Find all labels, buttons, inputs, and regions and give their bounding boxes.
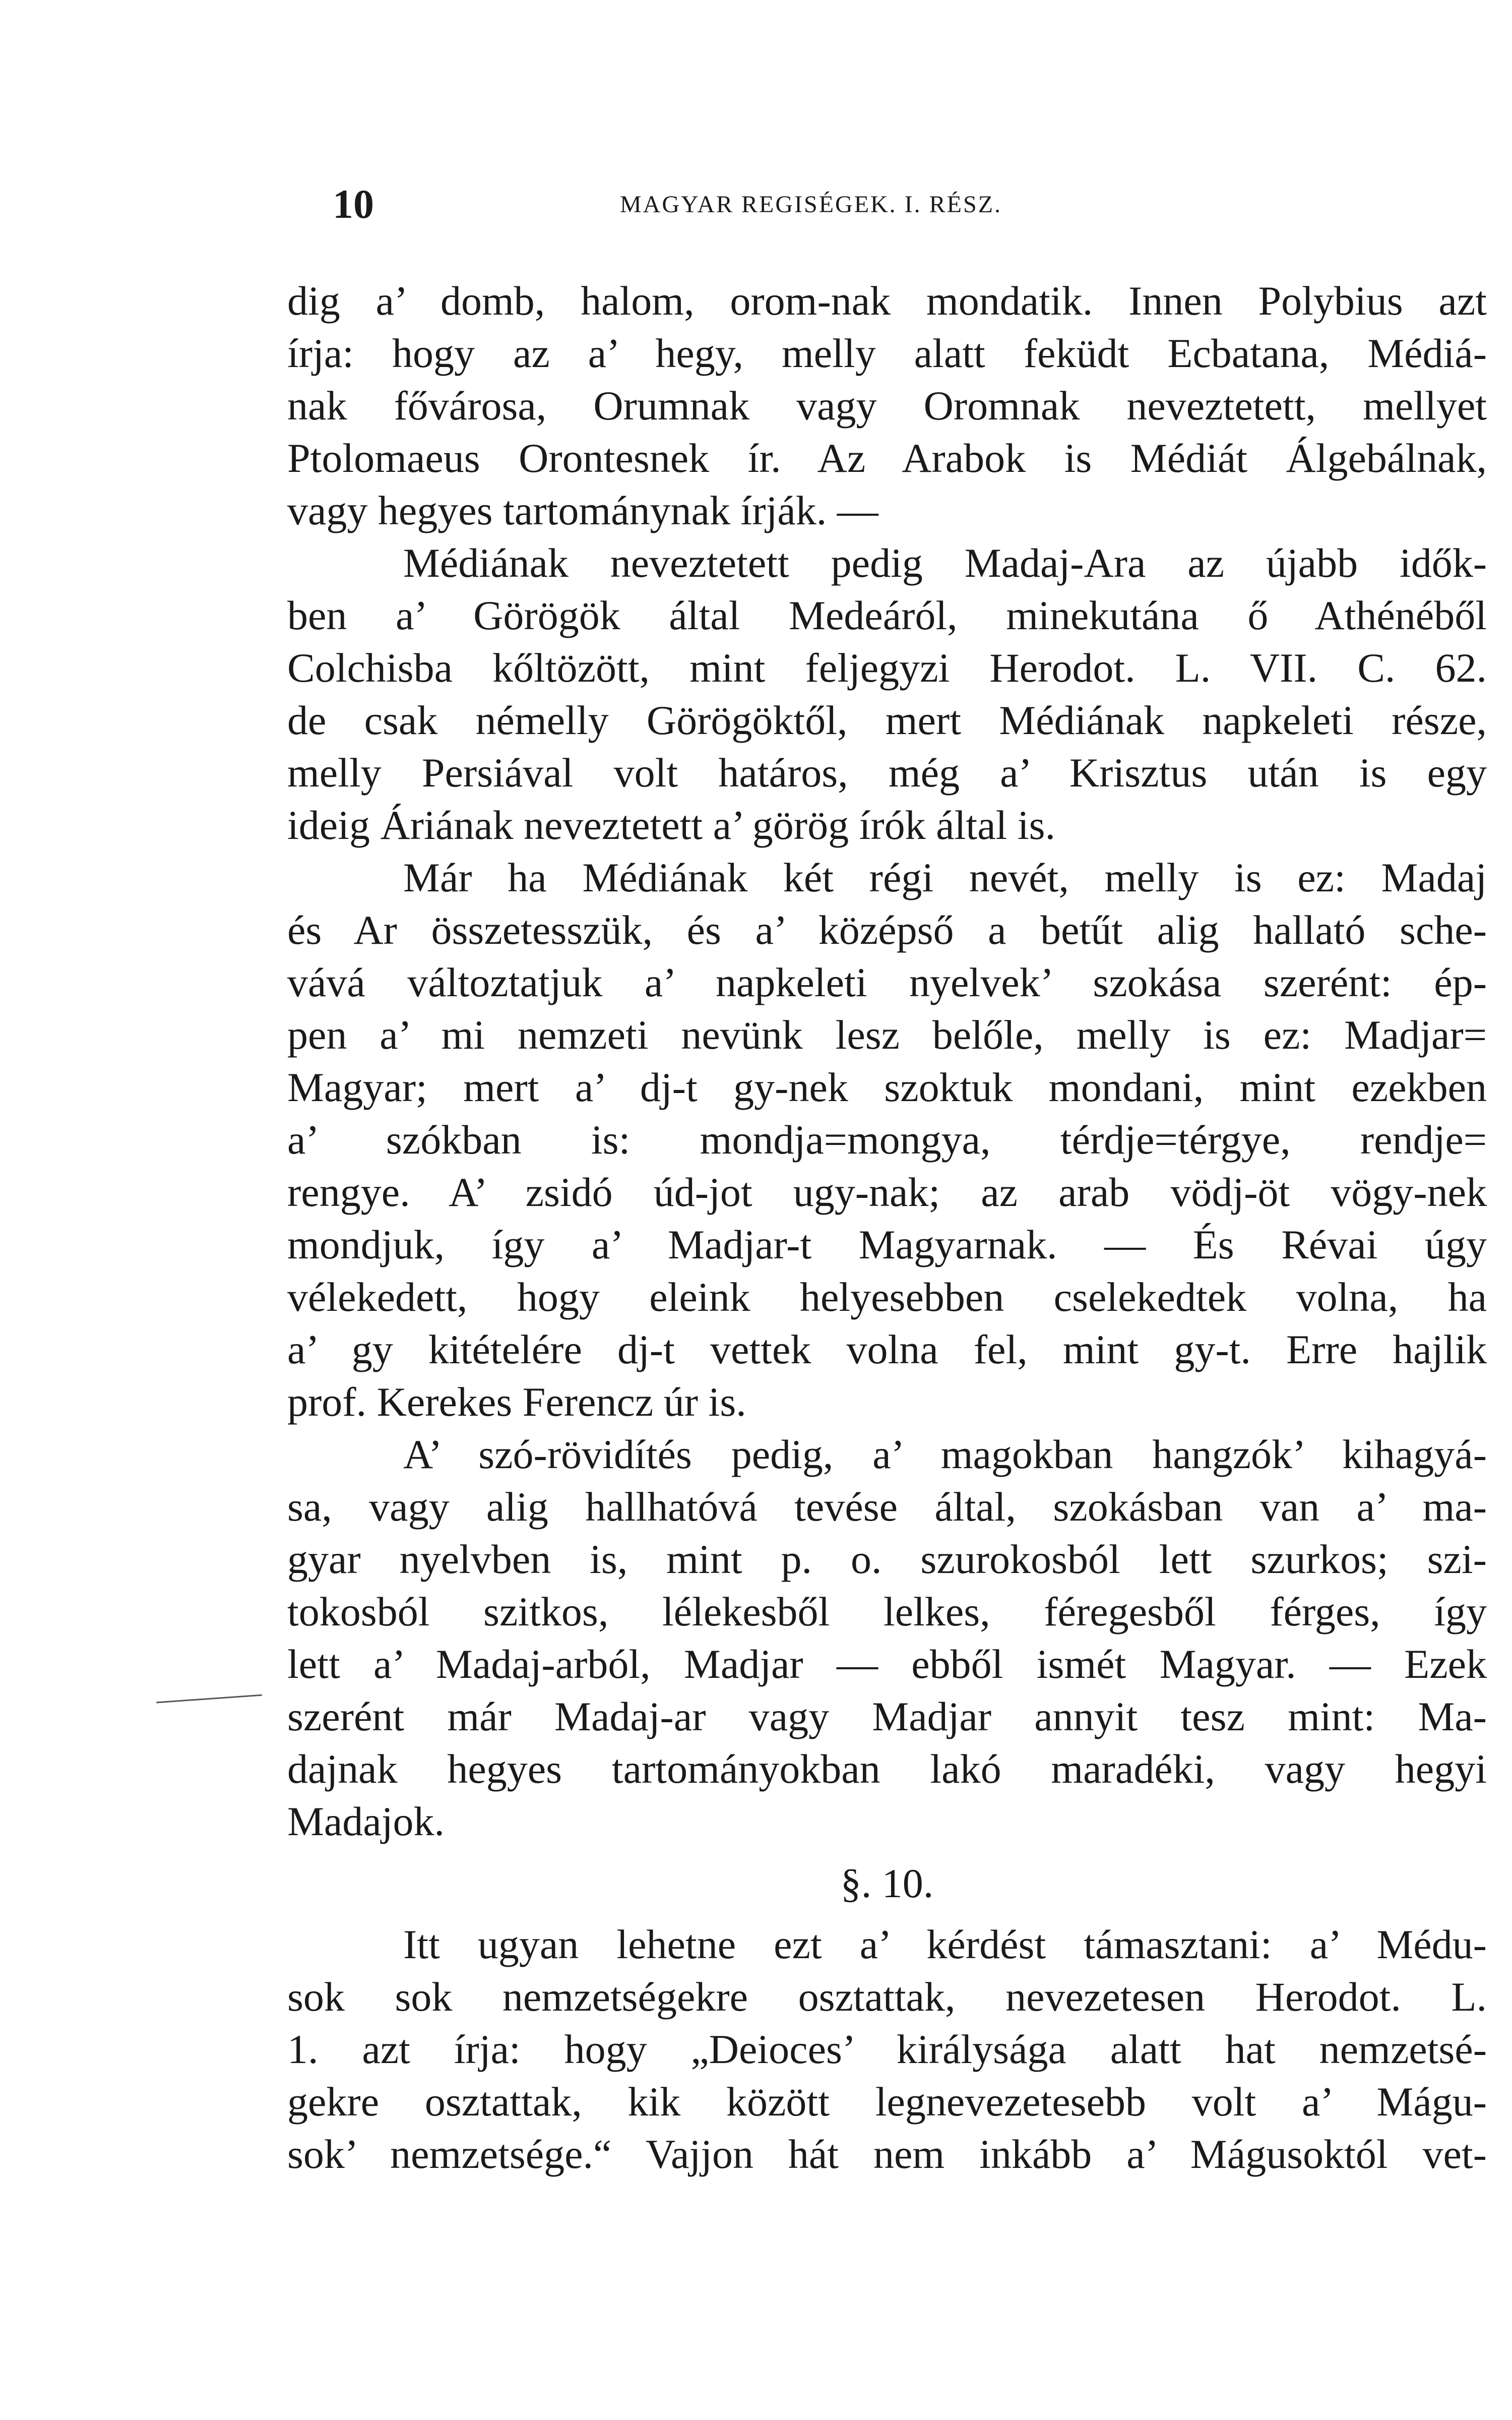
text-line: mondjuk, így a’ Madjar-t Magyarnak. — És Révai úgy xyxy=(287,1222,1487,1267)
paragraph xyxy=(287,537,1487,852)
text-line: Médiának neveztetett pedig Madaj-Ara az újabb idők- xyxy=(403,540,1487,586)
text-line: nak fővárosa, Orumnak vagy Oromnak neveztetett, mellyet xyxy=(287,383,1487,429)
page-number: 10 xyxy=(333,181,374,227)
body-text xyxy=(287,275,1487,2181)
text-line: és Ar összetesszük, és a’ középső a betűt alig hallató sche- xyxy=(287,907,1487,953)
text-line: Magyar; mert a’ dj-t gy-nek szoktuk mondani, mint ezekben xyxy=(287,1064,1487,1110)
text-line: Colchisba kőltözött, mint feljegyzi Herodot. L. VII. C. 62. xyxy=(287,645,1487,691)
text-line: vává változtatjuk a’ napkeleti nyelvek’ szokása szerént: ép- xyxy=(287,959,1487,1005)
text-line: rengye. A’ zsidó úd-jot ugy-nak; az arab vödj-öt vögy-nek xyxy=(287,1169,1487,1215)
text-line: szerént már Madaj-ar vagy Madjar annyit tesz mint: Ma- xyxy=(287,1693,1487,1739)
text-line: A’ szó-rövidítés pedig, a’ magokban hangzók’ kihagyá- xyxy=(403,1431,1487,1477)
paragraph xyxy=(287,1428,1487,1848)
text-line: lett a’ Madaj-arból, Madjar — ebből ismét Magyar. — Ezek xyxy=(287,1641,1487,1687)
running-head xyxy=(333,176,1200,232)
text-line: ben a’ Görögök által Medeáról, minekutána ő Athénéből xyxy=(287,592,1487,638)
section-heading: §. 10. xyxy=(840,1860,934,1906)
text-line: Madajok. xyxy=(287,1798,445,1844)
text-line: sa, vagy alig hallhatóvá tevése által, szokásban van a’ ma- xyxy=(287,1484,1487,1530)
text-line: de csak némelly Görögöktől, mert Médiának napkeleti része, xyxy=(287,697,1487,743)
margin-pen-stroke xyxy=(156,1695,262,1704)
paragraph xyxy=(287,1918,1487,2181)
text-line: vélekedett, hogy eleink helyesebben cselekedtek volna, ha xyxy=(287,1274,1487,1320)
text-line: vagy hegyes tartománynak írják. — xyxy=(287,488,878,533)
text-line: a’ gy kitételére dj-t vettek volna fel, mint gy-t. Erre hajlik xyxy=(287,1326,1487,1372)
running-title: MAGYAR REGISÉGEK. I. RÉSZ. xyxy=(620,191,1002,218)
text-line: sok sok nemzetségekre osztattak, nevezetesen Herodot. L. xyxy=(287,1974,1487,2020)
text-line: Már ha Médiának két régi nevét, melly is ez: Madaj xyxy=(403,855,1487,900)
text-line: írja: hogy az a’ hegy, melly alatt feküdt Ecbatana, Médiá- xyxy=(287,330,1487,376)
text-line: pen a’ mi nemzeti nevünk lesz belőle, melly is ez: Madjar= xyxy=(287,1012,1487,1058)
text-line: dajnak hegyes tartományokban lakó maradéki, vagy hegyi xyxy=(287,1746,1487,1792)
text-line: gyar nyelvben is, mint p. o. szurokosból lett szurkos; szi- xyxy=(287,1536,1487,1582)
text-line: tokosból szitkos, lélekesből lelkes, féregesből férges, így xyxy=(287,1589,1487,1635)
text-line: dig a’ domb, halom, orom-nak mondatik. Innen Polybius azt xyxy=(287,278,1487,324)
paragraph xyxy=(287,852,1487,1428)
text-line: ideig Áriának neveztetett a’ görög írók által is. xyxy=(287,802,1056,848)
text-line: a’ szókban is: mondja=mongya, térdje=térgye, rendje= xyxy=(287,1117,1487,1163)
text-line: 1. azt írja: hogy „Deioces’ királysága alatt hat nemzetsé- xyxy=(287,2026,1487,2072)
text-line: prof. Kerekes Ferencz úr is. xyxy=(287,1379,746,1425)
text-line: Ptolomaeus Orontesnek ír. Az Arabok is Médiát Álgebálnak, xyxy=(287,435,1487,481)
text-line: sok’ nemzetsége.“ Vajjon hát nem inkább a’ Mágusoktól vet- xyxy=(287,2131,1487,2177)
text-line: gekre osztattak, kik között legnevezetesebb volt a’ Mágu- xyxy=(287,2079,1487,2125)
text-line: melly Persiával volt határos, még a’ Krisztus után is egy xyxy=(287,750,1487,796)
paragraph xyxy=(287,275,1487,537)
text-line: Itt ugyan lehetne ezt a’ kérdést támasztani: a’ Médu- xyxy=(403,1921,1487,1967)
